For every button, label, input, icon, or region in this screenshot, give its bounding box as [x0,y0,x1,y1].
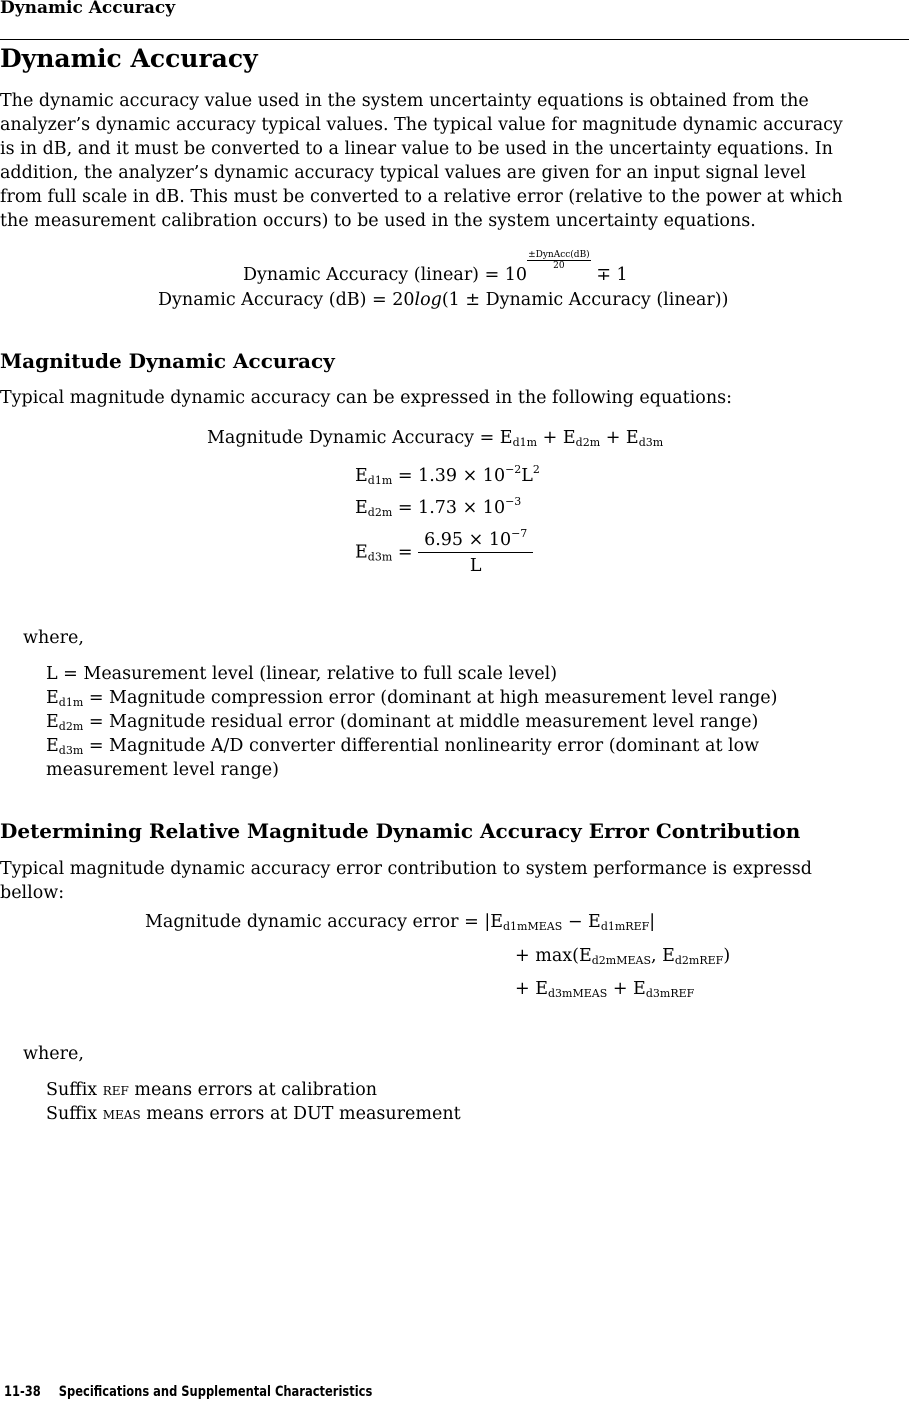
determining-intro-line: bellow: [0,883,65,903]
equation-db-rhs: (1 ± Dynamic Accuracy (linear)) [441,290,729,310]
def-d3-text: = Magnitude A/D converter differential nonlinearity error (dominant at low [83,736,760,756]
intro-line: from full scale in dB. This must be converted to a relative error (relative to the power at which [0,187,843,207]
intro-line: analyzer’s dynamic accuracy typical values. The typical value for magnitude dynamic accuracy [0,115,843,135]
eq-main-sub3: d3m [638,436,664,449]
err-eq1-minus: − E [562,912,601,932]
page-number: 11-38 [4,1384,41,1400]
equation-linear [243,250,628,285]
eq1-rhs: = 1.39 × 10 [392,466,506,486]
def-d2-text: = Magnitude residual error (dominant at middle measurement level range) [83,712,759,732]
err-eq2-sub1: d2mMEAS [591,954,651,967]
suffix-ref-post: means errors at calibration [128,1080,378,1100]
error-equation-line-2 [515,946,730,966]
running-head: Dynamic Accuracy [0,0,176,18]
where-label: where, [23,628,84,648]
eq1-lexp: 2 [532,463,540,476]
eq-main-lhs: Magnitude Dynamic Accuracy = E [207,428,513,448]
err-eq3-plus: + E [607,979,646,999]
def-d2-sub: d2m [58,720,84,733]
eq3-e: E [355,542,368,563]
eq3-eqsign: = [392,542,419,563]
err-eq3-pre: + E [515,979,549,999]
determining-intro [0,857,909,905]
intro-paragraph [0,89,909,233]
eq3-fraction [418,527,533,576]
eq2-rhs: = 1.73 × 10 [392,498,506,518]
eq1-exp: −2 [505,463,522,476]
exponent-numerator: ±DynAcc(dB) [528,250,590,260]
suffix-ref-tag: REF [102,1084,129,1098]
error-equation-line-3 [515,979,694,999]
eq3-sub: d3m [367,550,393,564]
page-footer [4,1384,372,1400]
section-title: Dynamic Accuracy [0,44,258,73]
err-eq3-sub2: d3mREF [645,987,695,1000]
suffix-meas-definition [46,1104,461,1124]
eq1-e: E [355,466,368,486]
exponent-denominator: 20 [553,261,565,271]
eq3-num-base: 6.95 × 10 [424,530,512,550]
where-label-2: where, [23,1044,84,1064]
suffix-meas-pre: Suffix [46,1104,103,1124]
definition-l: L = Measurement level (linear, relative to full scale level) [46,664,558,684]
equation-ed1m [355,463,540,487]
eq3-numerator [418,527,533,553]
err-eq2-comma: , E [650,946,675,966]
def-d2-e: E [46,712,59,732]
equation-db-log: log [414,290,442,310]
err-eq1-sub2: d1mREF [600,920,650,933]
def-d3-e: E [46,736,59,756]
equation-db [158,290,728,310]
equation-linear-exponent [527,250,591,271]
def-d1-sub: d1m [58,696,84,709]
equation-magnitude-sum [207,428,663,448]
magnitude-intro: Typical magnitude dynamic accuracy can be expressed in the following equations: [0,388,732,408]
err-eq2-sub2: d2mREF [674,954,724,967]
eq-main-plus2: + E [600,428,639,448]
eq1-l: L [521,466,533,486]
suffix-meas-tag: MEAS [102,1108,141,1122]
intro-line: the measurement calibration occurs) to be used in the system uncertainty equations. [0,211,756,231]
eq2-e: E [355,498,368,518]
header-rule [0,39,909,40]
determining-title: Determining Relative Magnitude Dynamic Accuracy Error Contribution [0,819,801,843]
suffix-ref-definition [46,1080,377,1100]
chapter-title: Specifications and Supplemental Characteristics [58,1384,373,1400]
eq3-denominator: L [469,556,482,576]
eq1-sub: d1m [367,474,393,487]
err-eq1-sub1: d1mMEAS [503,920,563,933]
eq2-sub: d2m [367,506,393,519]
magnitude-title: Magnitude Dynamic Accuracy [0,349,335,373]
err-eq2-close: ) [723,946,731,966]
definition-ed2m [46,712,758,732]
suffix-ref-pre: Suffix [46,1080,103,1100]
equation-ed2m [355,495,522,519]
def-d1-e: E [46,688,59,708]
definition-ed1m [46,688,777,708]
determining-intro-line: Typical magnitude dynamic accuracy error contribution to system performance is expressd [0,859,812,879]
equation-linear-tail: ∓ 1 [596,265,628,285]
definition-ed3m-continued: measurement level range) [46,760,279,780]
intro-line: addition, the analyzer’s dynamic accuracy typical values are given for an input signal level [0,163,806,183]
eq-main-plus1: + E [537,428,576,448]
eq-main-sub2: d2m [575,436,601,449]
def-d3-sub: d3m [58,744,84,757]
err-eq2-pre: + max(E [515,946,592,966]
err-eq1-lhs: Magnitude dynamic accuracy error = |E [145,912,503,932]
equation-linear-lhs: Dynamic Accuracy (linear) = 10 [243,265,528,285]
intro-line: is in dB, and it must be converted to a linear value to be used in the uncertainty equations. In [0,139,833,159]
err-eq3-sub1: d3mMEAS [548,987,608,1000]
definition-ed3m [46,736,759,756]
def-d1-text: = Magnitude compression error (dominant at high measurement level range) [83,688,778,708]
eq2-exp: −3 [505,495,522,508]
eq3-num-exp: −7 [511,527,528,540]
intro-line: The dynamic accuracy value used in the system uncertainty equations is obtained from the [0,91,809,111]
equation-ed3m [355,527,533,576]
err-eq1-bar: | [649,912,656,932]
eq-main-sub1: d1m [512,436,538,449]
error-equation-line-1 [145,912,655,932]
suffix-meas-post: means errors at DUT measurement [140,1104,461,1124]
equation-db-lhs: Dynamic Accuracy (dB) = 20 [158,290,415,310]
